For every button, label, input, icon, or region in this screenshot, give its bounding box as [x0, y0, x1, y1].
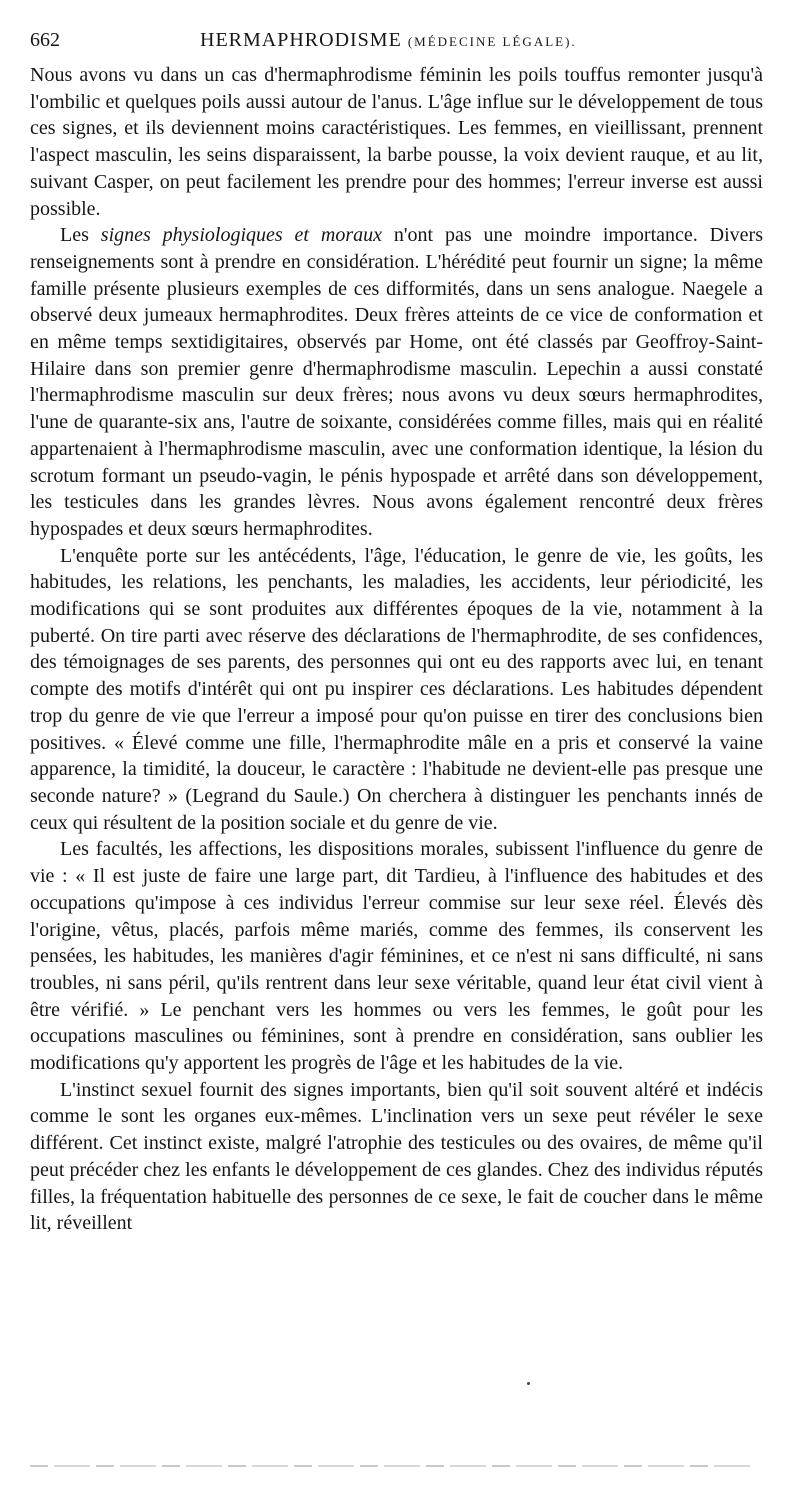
page-number: 662: [30, 29, 60, 51]
bleed-through-line: [30, 1465, 755, 1467]
running-title: [200, 28, 577, 54]
running-title-main: HERMAPHRODISME: [200, 29, 402, 51]
paragraph-text: Les: [60, 224, 101, 247]
paragraph: L'instinct sexuel fournit des signes importants, bien qu'il soit souvent altéré et indécis comme le sont les organes eux-mêmes. L'inclination vers un sexe peut révéler le sexe différent. Cet instinct existe, malgré l'atrophie des testicules ou des ovaires, de même qu'il peut précéder chez les enfants le développement de ces glandes. Chez des individus réputés filles, la fréquentation habituelle des personnes de ce sexe, le fait de coucher dans le même lit, réveillent: [30, 1078, 763, 1235]
print-speck: [527, 1382, 530, 1385]
paragraph: L'enquête porte sur les antécédents, l'âge, l'éducation, le genre de vie, les goûts, les habitudes, les relations, les penchants, les maladies, les accidents, leur périodicité, les modifications qui se sont produites aux différentes époques de la vie, notamment à la puberté. On tire parti avec réserve des déclarations de l'hermaphrodite, de ses confidences, des témoignages de ses parents, des personnes qui ont eu des rapports avec lui, en tenant compte des motifs d'intérêt qui ont pu inspirer ces déclarations. Les habitudes dépendent trop du genre de vie que l'erreur a imposé pour qu'on puisse en tirer des conclusions bien positives. « Élevé comme une fille, l'hermaphrodite mâle en a pris et conservé la vaine apparence, la timidité, la douceur, le caractère : l'habitude ne devient-elle pas presque une seconde nature? » (Legrand du Saule.) On cherchera à distinguer les penchants innés de ceux qui résultent de la position sociale et du genre de vie.: [30, 544, 763, 834]
italic-phrase: signes physiologiques et moraux: [100, 224, 382, 247]
paragraph: Les facultés, les affections, les dispositions morales, subissent l'influence du genre de vie : « Il est juste de faire une large part, dit Tardieu, à l'influence des habitudes et des occupations qu'impose à ces individus l'erreur commise sur leur sexe réel. Élevés dès l'origine, vêtus, placés, parfois même mariés, comme des femmes, ils conservent les pensées, les habitudes, les manières d'agir féminines, et ce n'est ni sans difficulté, ni sans troubles, ni sans péril, qu'ils rentrent dans leur sexe véritable, quand leur état civil vient à être vérifié. » Le penchant vers les hommes ou vers les femmes, le goût pour les occupations masculines ou féminines, sont à prendre en considération, sans oublier les modifications qu'y apportent les progrès de l'âge et les habitudes de la vie.: [30, 838, 763, 1075]
paragraph-text: n'ont pas une moindre importance. Divers renseignements sont à prendre en considération. L'hérédité peut fournir un signe; la même famille présente plusieurs exemples de ces difformités, dans un sens analogue. Naegele a observé deux jumeaux hermaphrodites. Deux frères atteints de ce vice de conformation et en même temps sextidigitaires, observés par Home, ont été classés par Geoffroy-Saint-Hilaire dans son premier genre d'hermaphrodisme masculin. Lepechin a aussi constaté l'hermaphrodisme masculin sur deux frères; nous avons vu deux sœurs hermaphrodites, l'une de quarante-six ans, l'autre de soixante, considérées comme filles, mais qui en réalité appartenaient à l'hermaphrodisme masculin, avec une conformation identique, la lésion du scrotum formant un pseudo-vagin, le pénis hypospade et arrêté dans son développement, les testicules dans les grandes lèvres. Nous avons également rencontré deux frères hypospades et deux sœurs hermaphrodites.: [30, 224, 763, 540]
running-title-sub: (MÉDECINE LÉGALE).: [407, 34, 577, 49]
body-text: [30, 62, 763, 1237]
running-header: [30, 28, 770, 52]
paragraph: [30, 222, 763, 542]
paragraph: Nous avons vu dans un cas d'hermaphrodisme féminin les poils touffus remonter jusqu'à l'ombilic et quelques poils aussi autour de l'anus. L'âge influe sur le développement de tous ces signes, et ils deviennent moins caractéristiques. Les femmes, en vieillissant, prennent l'aspect masculin, les seins disparaissent, la barbe pousse, la voix devient rauque, et au lit, suivant Casper, on peut facilement les prendre pour des hommes; l'erreur inverse est aussi possible.: [30, 64, 763, 220]
